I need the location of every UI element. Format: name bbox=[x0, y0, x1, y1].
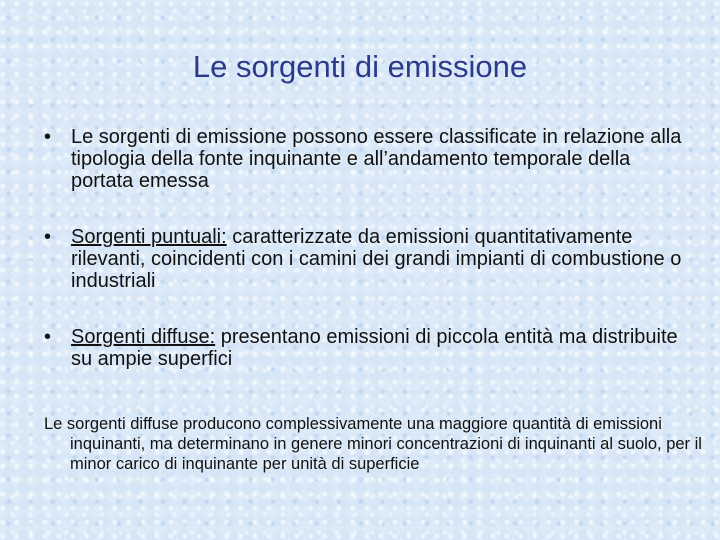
bullet-item bbox=[44, 226, 684, 292]
bullet-lead: Sorgenti diffuse: bbox=[71, 326, 216, 348]
bullet-text: presentano emissioni di piccola entità ma distribuite su ampie superfici bbox=[71, 326, 678, 370]
bullet-text: Le sorgenti di emissione possono essere classificate in relazione alla tipologia della fonte inquinante e all’andamento temporale della portata emessa bbox=[71, 126, 682, 192]
bullet-list bbox=[44, 126, 684, 404]
slide-title: Le sorgenti di emissione bbox=[192, 49, 528, 84]
bullet-lead: Sorgenti puntuali: bbox=[71, 226, 227, 248]
bullet-text: caratterizzate da emissioni quantitativamente rilevanti, coincidenti con i camini dei grandi impianti di combustione o industriali bbox=[71, 226, 682, 292]
bullet-dot-icon: • bbox=[44, 126, 52, 148]
summary-note: Le sorgenti diffuse producono complessivamente una maggiore quantità di emissioni inquinanti, ma determinano in genere minori concentrazioni di inquinanti al suolo, per il minor carico di inquinante per unità di superficie bbox=[44, 415, 702, 473]
bullet-item bbox=[44, 126, 684, 192]
bullet-dot-icon: • bbox=[44, 326, 52, 348]
bullet-dot-icon: • bbox=[44, 226, 52, 248]
bullet-item bbox=[44, 326, 684, 370]
